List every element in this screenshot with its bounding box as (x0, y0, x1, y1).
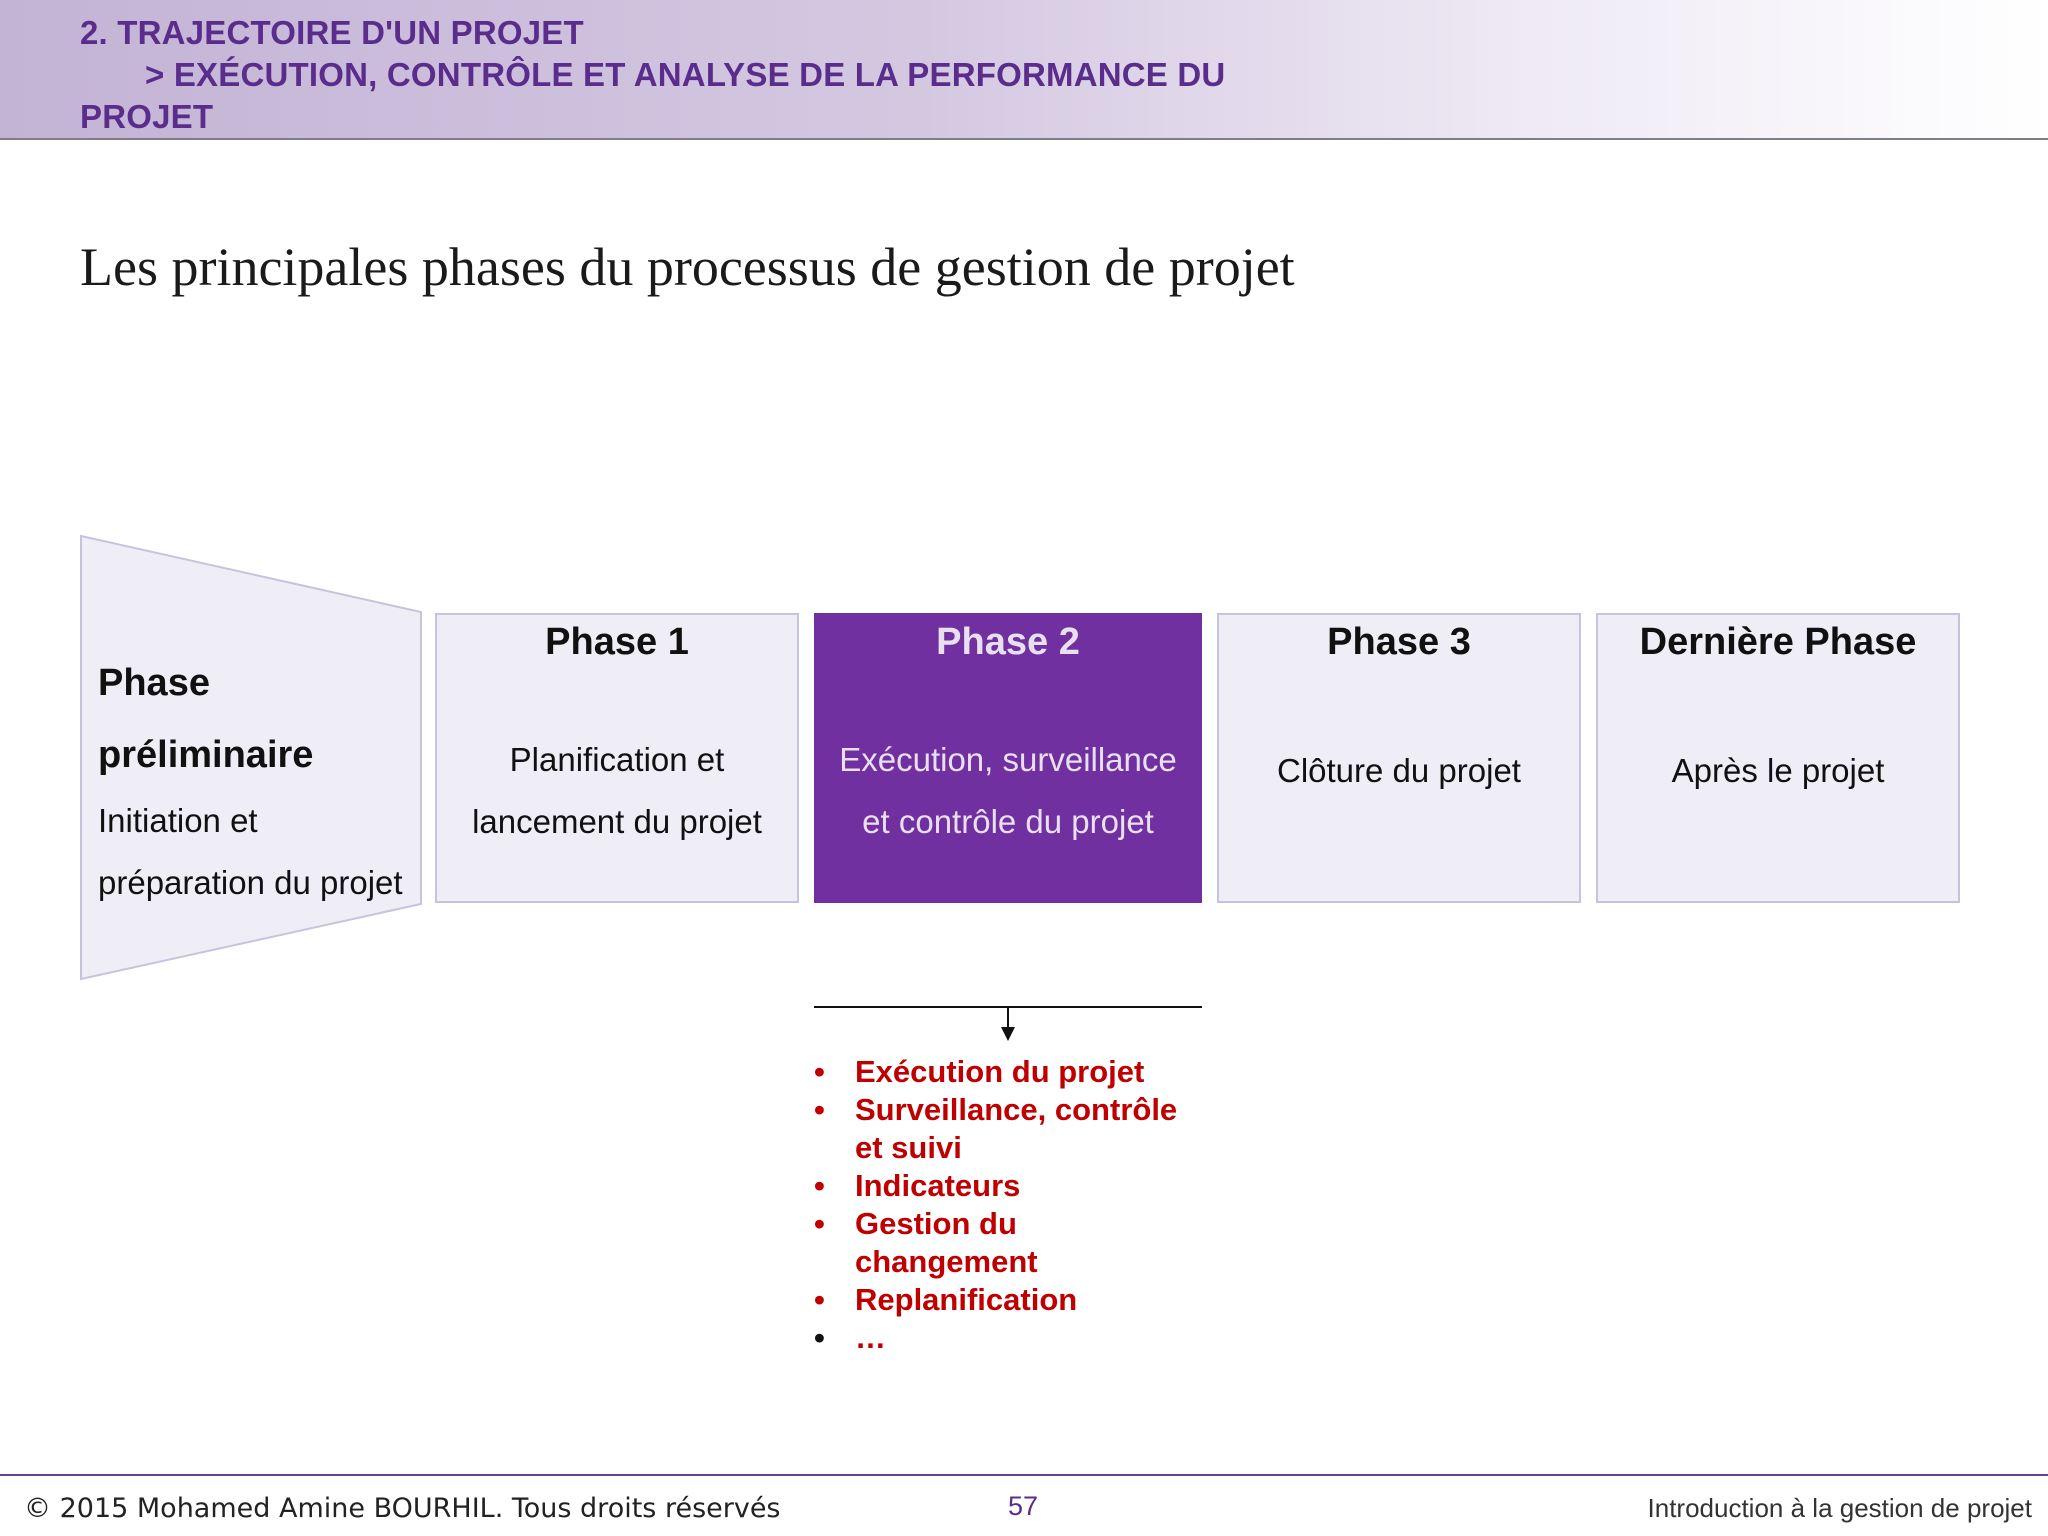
last-phase-box (1596, 613, 1960, 903)
bullet-icon: • (814, 1282, 825, 1317)
preliminary-phase-description: Initiation et (98, 802, 258, 839)
preliminary-phase-title-continued: préliminaire (98, 734, 314, 776)
phase-2-title: Phase 2 (936, 621, 1080, 663)
list-item (812, 1167, 1177, 1205)
footer-copyright: © 2015 Mohamed Amine BOURHIL. Tous droits réservés (24, 1493, 781, 1524)
bullet-icon: • (814, 1054, 825, 1089)
list-item-text: Exécution du projet (855, 1054, 1145, 1089)
phase-2-description-continued: et contrôle du projet (862, 803, 1154, 840)
down-arrow-icon (1001, 1027, 1015, 1041)
last-phase-description: Après le projet (1671, 752, 1885, 789)
list-item (812, 1319, 1177, 1357)
phase-2-box-highlighted (814, 613, 1202, 903)
list-item (812, 1091, 1177, 1129)
phase-1-title: Phase 1 (545, 621, 689, 663)
list-item-text: … (855, 1320, 886, 1355)
section-subheading-continued: PROJET (80, 98, 214, 135)
phase-1-description: Planification et (509, 741, 725, 778)
bullet-icon: • (814, 1320, 825, 1355)
slide-title: Les principales phases du processus de gestion de projet (80, 237, 1295, 297)
preliminary-phase-description-continued: préparation du projet (98, 864, 403, 901)
list-item (812, 1053, 1177, 1091)
bullet-icon: • (814, 1206, 825, 1241)
phase-3-box (1217, 613, 1581, 903)
preliminary-phase-title: Phase (98, 662, 210, 704)
bullet-icon: • (814, 1092, 825, 1127)
phase-2-activities-list (812, 1053, 1177, 1357)
last-phase-title: Dernière Phase (1639, 621, 1917, 663)
list-item (812, 1205, 1177, 1243)
list-item-text: Replanification (855, 1282, 1078, 1317)
footer-divider (0, 1474, 2048, 1476)
list-item-continuation (812, 1129, 1177, 1167)
phase-3-description: Clôture du projet (1277, 752, 1521, 789)
list-item-text: changement (855, 1244, 1038, 1279)
phase-3-title: Phase 3 (1327, 621, 1471, 663)
phase-2-detail-connector (814, 1005, 1204, 1043)
phase-2-description: Exécution, surveillance (839, 741, 1177, 778)
list-item-text: Surveillance, contrôle (855, 1092, 1178, 1127)
section-subheading: > EXÉCUTION, CONTRÔLE ET ANALYSE DE LA PERFORMANCE DU (145, 56, 1226, 93)
list-item-text: et suivi (855, 1130, 962, 1165)
section-heading: 2. TRAJECTOIRE D'UN PROJET (80, 14, 584, 51)
phase-1-description-continued: lancement du projet (472, 803, 762, 840)
list-item-text: Indicateurs (855, 1168, 1021, 1203)
list-item-text: Gestion du (855, 1206, 1017, 1241)
list-item-continuation (812, 1243, 1177, 1281)
bullet-icon: • (814, 1168, 825, 1203)
page-number: 57 (1008, 1491, 1039, 1521)
list-item (812, 1281, 1177, 1319)
phase-1-box (435, 613, 799, 903)
footer-course-title: Introduction à la gestion de projet (1647, 1493, 2032, 1523)
